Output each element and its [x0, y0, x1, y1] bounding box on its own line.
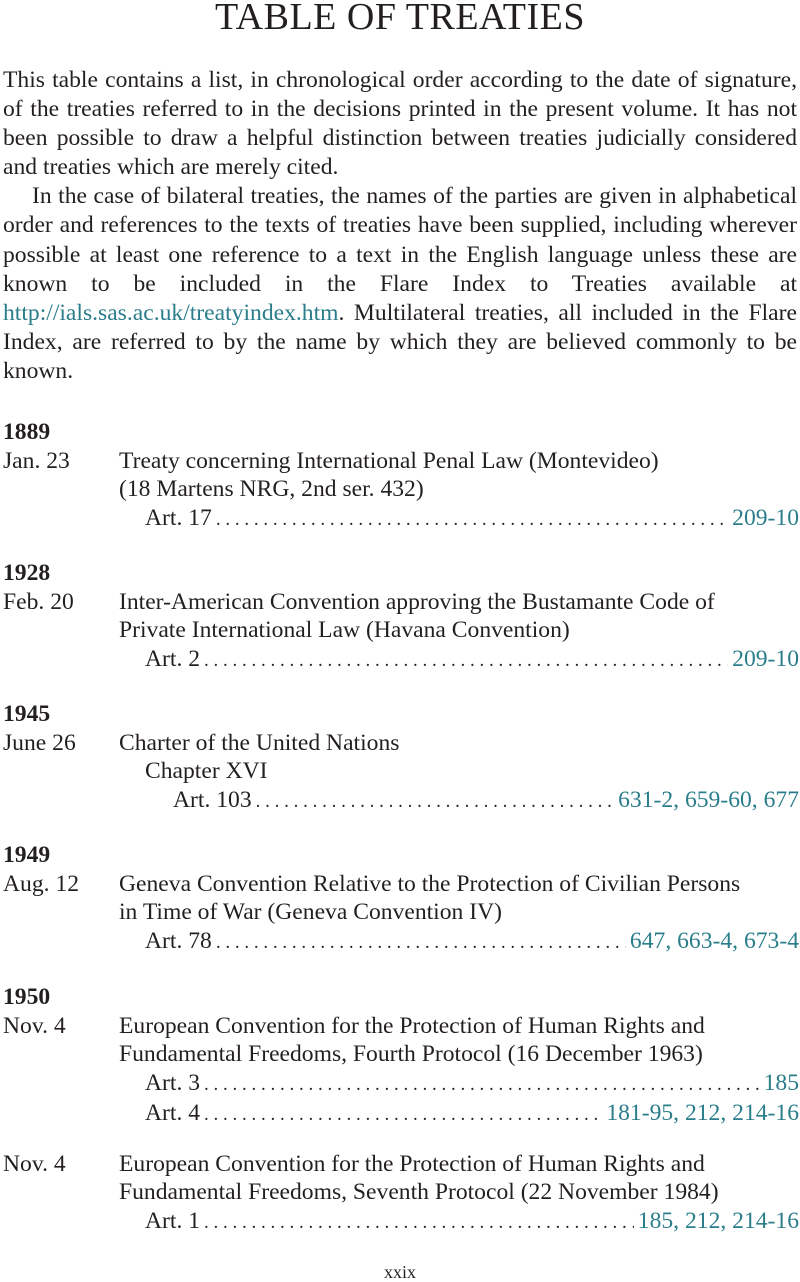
treaty-title: [119, 1012, 799, 1069]
page-reference-link[interactable]: 185, 212, 214-16: [637, 1207, 799, 1234]
treaty-title-line: Treaty concerning International Penal Law (Montevideo): [119, 447, 659, 474]
treaty-title-line: in Time of War (Geneva Convention IV): [119, 899, 502, 925]
page-reference-link[interactable]: 181-95, 212, 214-16: [606, 1100, 799, 1126]
treaty-entry: [3, 729, 799, 817]
treaty-entry: [3, 1012, 799, 1130]
treaty-entry: [3, 870, 799, 958]
treaty-date: June 26: [3, 729, 76, 756]
chapter-heading: Chapter XVI: [145, 758, 268, 784]
treaty-date: Feb. 20: [3, 588, 74, 615]
treaty-entry: [3, 1150, 799, 1238]
article-label: Art. 17: [145, 504, 212, 531]
page-reference-link[interactable]: 209-10: [732, 645, 799, 672]
treaty-date: Jan. 23: [3, 447, 70, 474]
dot-leader: [216, 929, 626, 958]
page-title: TABLE OF TREATIES: [215, 0, 585, 38]
treaty-date: Nov. 4: [3, 1012, 66, 1039]
article-label: Art. 103: [173, 786, 252, 813]
article-row: [145, 645, 799, 676]
treaty-title: [119, 729, 799, 758]
treaty-date: Nov. 4: [3, 1150, 66, 1177]
year-section-1950: [3, 983, 799, 1237]
dot-leader: [204, 647, 728, 676]
article-row: [145, 1099, 799, 1130]
article-row: [145, 1069, 799, 1100]
treaty-entry: [3, 447, 799, 535]
page-reference-link[interactable]: 631-2, 659-60, 677: [618, 786, 799, 813]
treaty-date: Aug. 12: [3, 870, 80, 897]
treaty-title-line: Private International Law (Havana Convention): [119, 617, 570, 643]
treaty-title-line: Fundamental Freedoms, Seventh Protocol (22 November 1984): [119, 1179, 719, 1205]
intro-paragraph-2-end: . Multilateral treaties, all included in the Flare Index, are referred to by the name by which they are believed commonly to be known.: [3, 299, 797, 384]
year-heading: 1950: [3, 984, 51, 1010]
dot-leader: [204, 1101, 602, 1130]
entry-spacer: [3, 1130, 799, 1150]
intro-paragraph-1: This table contains a list, in chronological order according to the date of signature, of the treaties referred to in the decisions printed in the present volume. It has not been possible to draw a helpful distinction between treaties judicially considered and treaties which are merely cited.: [3, 67, 797, 181]
page-reference-link[interactable]: 209-10: [732, 504, 799, 531]
year-heading: 1949: [3, 842, 51, 868]
treaty-title-line: European Convention for the Protection of Human Rights and: [119, 1150, 705, 1177]
treaty-title-line: European Convention for the Protection of Human Rights and: [119, 1012, 705, 1039]
treaty-title-line: Inter-American Convention approving the Bustamante Code of: [119, 588, 715, 615]
treaty-title: [119, 1150, 799, 1207]
treaty-title: [119, 447, 799, 504]
year-section-1889: [3, 418, 799, 534]
article-label: Art. 3: [145, 1069, 201, 1096]
article-label: Art. 2: [145, 645, 201, 672]
dot-leader: [216, 506, 728, 535]
intro-text: [3, 66, 797, 386]
article-row: [173, 786, 799, 817]
treaty-entry: [3, 588, 799, 676]
article-row: [145, 1207, 799, 1238]
year-section-1949: [3, 841, 799, 957]
year-heading: 1928: [3, 560, 51, 586]
flare-index-link[interactable]: http://ials.sas.ac.uk/treatyindex.htm: [3, 299, 339, 326]
page-reference-link[interactable]: 647, 663-4, 673-4: [629, 927, 799, 954]
treaty-title-line: Geneva Convention Relative to the Protection of Civilian Persons: [119, 870, 741, 897]
treaty-title-line: (18 Martens NRG, 2nd ser. 432): [119, 476, 424, 502]
page-reference-link[interactable]: 185: [763, 1069, 799, 1096]
dot-leader: [204, 1209, 634, 1238]
treaty-title-line: Charter of the United Nations: [119, 729, 400, 756]
intro-paragraph-2: [3, 182, 797, 386]
page-number: xxix: [383, 1262, 416, 1282]
article-row: [145, 504, 799, 535]
article-label: Art. 1: [145, 1207, 201, 1234]
year-section-1928: [3, 559, 799, 675]
article-label: Art. 4: [145, 1100, 201, 1126]
year-heading: 1945: [3, 701, 51, 727]
treaty-title-line: Fundamental Freedoms, Fourth Protocol (16 December 1963): [119, 1041, 703, 1067]
dot-leader: [204, 1071, 760, 1100]
treaty-title: [119, 870, 799, 927]
article-row: [145, 927, 799, 958]
treaty-title: [119, 588, 799, 645]
dot-leader: [256, 788, 614, 817]
year-section-1945: [3, 700, 799, 816]
intro-paragraph-2-start: In the case of bilateral treaties, the names of the parties are given in alphabetical order and references to the texts of treaties have been supplied, including wherever possible at least one reference to a text in the English language unless these are known to be included in the Flare Index to Treaties available at: [3, 183, 797, 297]
article-label: Art. 78: [145, 927, 212, 954]
year-heading: 1889: [3, 419, 51, 445]
